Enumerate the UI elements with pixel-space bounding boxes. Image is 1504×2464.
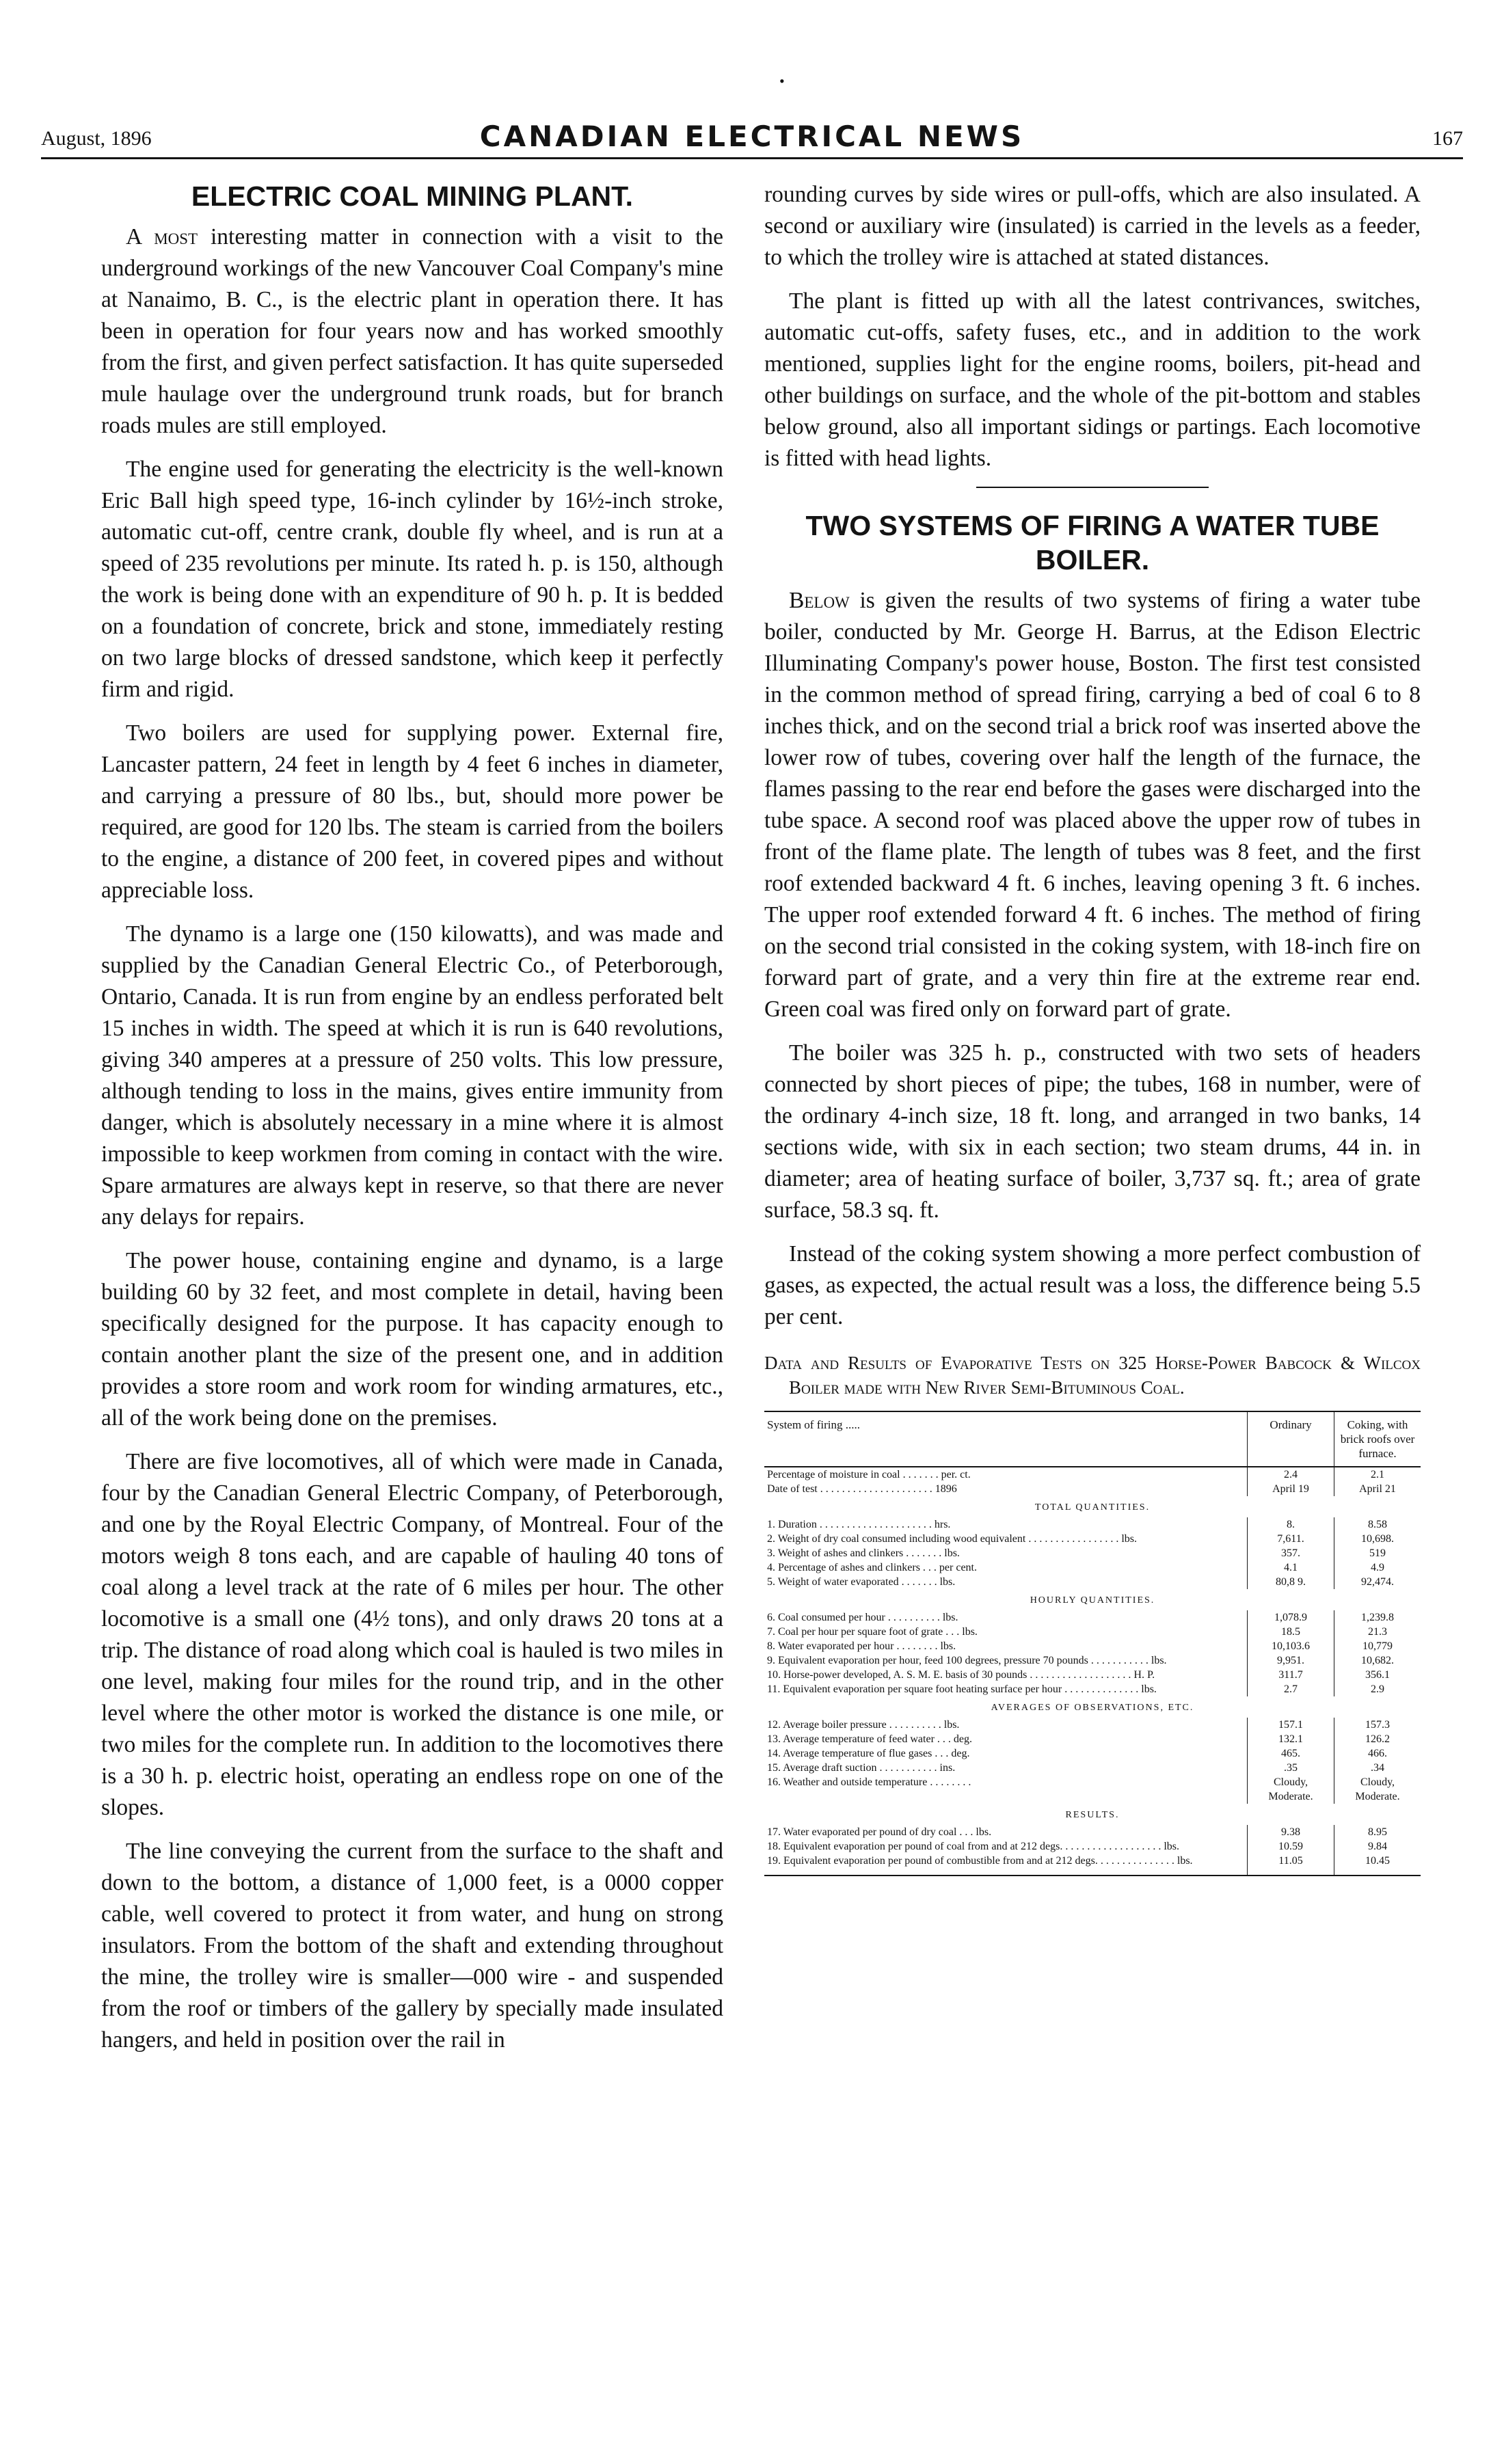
running-head	[41, 72, 1463, 159]
value-coking: 10,682.	[1334, 1653, 1421, 1668]
value-coking: April 21	[1334, 1482, 1421, 1496]
table-row	[764, 1532, 1421, 1546]
value-coking: 157.3	[1334, 1718, 1421, 1732]
value-coking: 92,474.	[1334, 1575, 1421, 1589]
row-label: 6. Coal consumed per hour . . . . . . . . . . lbs.	[767, 1612, 958, 1623]
article1-paragraph: There are five locomotives, all of which were made in Canada, four by the Canadian General Electric Company, of Peterborough, and one by the Royal Electric Company, of Montreal. Four of the motors weigh 8 tons each, and are capable of hauling 40 tons of coal along a level track at the rate of 6 miles per hour. The other locomotive is a small one (4½ tons), and only draws 20 tons at a trip. The distance of road along which coal is hauled is two miles in one level, making four miles for the round trip, and in the other level where the other motor is worked the distance is one mile, or two miles for the complete run. In addition to the locomotives there is a 30 h. p. electric hoist, operating an endless rope on one of the slopes.	[101, 1449, 723, 1820]
row-label: 1. Duration . . . . . . . . . . . . . . . . . . . . . hrs.	[767, 1519, 951, 1530]
row-label: 19. Equivalent evaporation per pound of combustible from and at 212 degs. . . . . . . . . . . . . . . lbs.	[764, 1854, 1248, 1876]
table-row	[764, 1639, 1421, 1653]
section-heading: HOURLY QUANTITIES.	[1030, 1595, 1155, 1606]
value-ordinary: 2.7	[1248, 1682, 1334, 1696]
value-ordinary: 2.4	[1248, 1467, 1334, 1482]
table-row	[764, 1839, 1421, 1854]
row-label: 13. Average temperature of feed water . . . deg.	[767, 1733, 973, 1745]
article1-headline: ELECTRIC COAL MINING PLANT.	[191, 180, 634, 212]
left-column	[101, 179, 723, 2068]
lead-caps: Below	[789, 588, 850, 613]
table-row	[764, 1718, 1421, 1732]
row-label: 12. Average boiler pressure . . . . . . . . . . lbs.	[767, 1719, 960, 1731]
value-coking: 4.9	[1334, 1560, 1421, 1575]
table-row	[764, 1625, 1421, 1639]
table-header-row	[764, 1411, 1421, 1467]
article2-paragraph: Below is given the results of two systems of firing a water tube boiler, conducted by Mr. George H. Barrus, at the Edison Electric Illuminating Company's power house, Boston. The first test consisted in the common method of spread firing, carrying a bed of coal 6 to 8 inches thick, and on the second trial a brick roof was inserted above the lower row of tubes, covering over half the length of the furnace, the flames passing to the rear end before the gases were discharged into the tube space. A second roof was placed above the upper row of tubes in front of the flame plate. The length of tubes was 8 feet, and the first roof extended backward 4 ft. 6 inches, leaving opening 3 ft. 6 inches. The upper roof extended forward 4 ft. 6 inches. The method of firing on the second trial consisted in the coking system, with 18-inch fire on forward part of grate, and a very thin fire at the extreme rear end. Green coal was fired only on forward part of grate.	[764, 588, 1421, 1022]
row-label: 7. Coal per hour per square foot of grate . . . lbs.	[767, 1626, 978, 1638]
row-label: 15. Average draft suction . . . . . . . . . . . ins.	[767, 1762, 956, 1774]
table-section-row	[764, 1589, 1421, 1610]
section-heading: AVERAGES OF OBSERVATIONS, ETC.	[991, 1703, 1194, 1713]
value-coking: 8.58	[1334, 1517, 1421, 1532]
table-row	[764, 1575, 1421, 1589]
value-ordinary: 10,103.6	[1248, 1639, 1334, 1653]
value-ordinary: 11.05	[1248, 1854, 1334, 1876]
row-label: 14. Average temperature of flue gases . . . deg.	[767, 1748, 970, 1759]
table-section-row	[764, 1804, 1421, 1825]
table-row	[764, 1482, 1421, 1496]
value-ordinary: 7,611.	[1248, 1532, 1334, 1546]
table-section-row	[764, 1696, 1421, 1718]
value-ordinary: Cloudy, Moderate.	[1248, 1775, 1334, 1804]
row-label: Date of test . . . . . . . . . . . . . . . . . . . . . 1896	[767, 1483, 957, 1495]
value-ordinary: 132.1	[1248, 1732, 1334, 1746]
value-coking: 126.2	[1334, 1732, 1421, 1746]
table-row	[764, 1682, 1421, 1696]
value-ordinary: .35	[1248, 1761, 1334, 1775]
table-row	[764, 1517, 1421, 1532]
row-label: 4. Percentage of ashes and clinkers . . . per cent.	[767, 1562, 977, 1573]
page-number: 167	[1432, 127, 1463, 150]
table-row	[764, 1610, 1421, 1625]
row-label: 10. Horse-power developed, A. S. M. E. basis of 30 pounds . . . . . . . . . . . . . . . . . . . H. P.	[767, 1669, 1155, 1681]
section-heading: RESULTS.	[1065, 1810, 1120, 1820]
value-ordinary: 18.5	[1248, 1625, 1334, 1639]
row-label: Percentage of moisture in coal . . . . . . . per. ct.	[767, 1469, 971, 1480]
value-coking: 10,698.	[1334, 1532, 1421, 1546]
header-col-ordinary: Ordinary	[1248, 1411, 1334, 1467]
article1-continuation: The plant is fitted up with all the latest contrivances, switches, automatic cut-offs, safety fuses, etc., and in addition to the work mentioned, supplies light for the engine rooms, boilers, pit-head and other buildings on surface, and the whole of the pit-bottom and stables below ground, also all important sidings or partings. Each locomotive is fitted with head lights.	[764, 288, 1421, 471]
table-row	[764, 1653, 1421, 1668]
value-ordinary: 311.7	[1248, 1668, 1334, 1682]
article1-paragraph: The engine used for generating the electricity is the well-known Eric Ball high speed type, 16-inch cylinder by 16½-inch stroke, automatic cut-off, centre crank, double fly wheel, and is run at a speed of 235 revolutions per minute. Its rated h. p. is 150, although the work is being done with an expenditure of 90 h. p. It is bedded on a foundation of concrete, brick and stone, immediately resting on two large blocks of dressed sandstone, which keep it perfectly firm and rigid.	[101, 457, 723, 702]
value-ordinary: 8.	[1248, 1517, 1334, 1532]
table-row	[764, 1732, 1421, 1746]
issue-date: August, 1896	[41, 127, 152, 150]
article2-paragraph: The boiler was 325 h. p., constructed with two sets of headers connected by short pieces of pipe; the tubes, 168 in number, were of the ordinary 4-inch size, 18 ft. long, and arranged in two banks, 14 sections wide, with six in each section; two steam drums, 44 in. in diameter; area of heating surface of boiler, 3,737 sq. ft.; area of grate surface, 58.3 sq. ft.	[764, 1040, 1421, 1223]
value-coking: 2.9	[1334, 1682, 1421, 1696]
table-row	[764, 1668, 1421, 1682]
header-label: System of firing .....	[764, 1411, 1248, 1467]
value-coking: 1,239.8	[1334, 1610, 1421, 1625]
article1-continuation: rounding curves by side wires or pull-offs, which are also insulated. A second or auxiliary wire (insulated) is carried in the levels as a feeder, to which the trolley wire is attached at stated distances.	[764, 182, 1421, 270]
table-row	[764, 1775, 1421, 1804]
lead-caps: A most	[126, 224, 198, 249]
value-ordinary: 157.1	[1248, 1718, 1334, 1732]
row-label: 5. Weight of water evaporated . . . . . . . lbs.	[767, 1576, 956, 1588]
table-row	[764, 1560, 1421, 1575]
table-row	[764, 1761, 1421, 1775]
value-ordinary: 4.1	[1248, 1560, 1334, 1575]
article1-paragraph: The line conveying the current from the surface to the shaft and down to the bottom, a distance of 1,000 feet, is a 0000 copper cable, well covered to protect it from water, and hung on strong insulators. From the bottom of the shaft and extending throughout the mine, the trolley wire is smaller—000 wire - and suspended from the roof or timbers of the gallery by specially made insulated hangers, and held in position over the rail in	[101, 1839, 723, 2053]
publication-title: CANADIAN ELECTRICAL NEWS	[479, 120, 1025, 153]
value-coking: 10.45	[1334, 1854, 1421, 1876]
value-coking: 8.95	[1334, 1825, 1421, 1839]
value-ordinary: 9.38	[1248, 1825, 1334, 1839]
row-label: 18. Equivalent evaporation per pound of coal from and at 212 degs. . . . . . . . . . . . . . . . . . . lbs.	[767, 1841, 1179, 1852]
row-label: 8. Water evaporated per hour . . . . . . . . lbs.	[767, 1640, 956, 1652]
row-label: 17. Water evaporated per pound of dry coal . . . lbs.	[767, 1826, 992, 1838]
header-col-coking: Coking, with brick roofs over furnace.	[1334, 1411, 1421, 1467]
article1-paragraph: Two boilers are used for supplying power. External fire, Lancaster pattern, 24 feet in length by 4 feet 6 inches in diameter, and carrying a pressure of 80 lbs., but, should more power be required, are good for 120 lbs. The steam is carried from the boilers to the engine, a distance of 200 feet, in covered pipes and without appreciable loss.	[101, 720, 723, 903]
value-coking: 466.	[1334, 1746, 1421, 1761]
section-divider	[976, 487, 1209, 488]
row-label: 16. Weather and outside temperature . . . . . . . .	[767, 1776, 971, 1788]
table-row	[764, 1746, 1421, 1761]
table-row	[764, 1825, 1421, 1839]
table-row	[764, 1467, 1421, 1482]
value-coking: 519	[1334, 1546, 1421, 1560]
article1-paragraph: The dynamo is a large one (150 kilowatts), and was made and supplied by the Canadian General Electric Co., of Peterborough, Ontario, Canada. It is run from engine by an endless perforated belt 15 inches in width. The speed at which it is run is 640 revolutions, giving 340 amperes at a pressure of 250 volts. This low pressure, although tending to loss in the mains, gives entire immunity from danger, which is absolutely necessary in a mine where it is almost impossible to keep workmen from coming in contact with the wire. Spare armatures are always kept in reserve, so that there are never any delays for repairs.	[101, 921, 723, 1230]
row-label: 11. Equivalent evaporation per square foot heating surface per hour . . . . . . . . . . . . . . lbs.	[767, 1683, 1157, 1695]
article1-paragraph: The power house, containing engine and dynamo, is a large building 60 by 32 feet, and most complete in detail, having been specifically designed for the purpose. It has capacity enough to contain another plant the size of the present one, and in addition provides a store room and work room for winding armatures, etc., all of the work being done on the premises.	[101, 1248, 723, 1431]
article2-paragraph: Instead of the coking system showing a more perfect combustion of gases, as expected, the actual result was a loss, the difference being 5.5 per cent.	[764, 1241, 1421, 1329]
value-ordinary: 9,951.	[1248, 1653, 1334, 1668]
value-ordinary: 10.59	[1248, 1839, 1334, 1854]
section-heading: TOTAL QUANTITIES.	[1034, 1502, 1151, 1513]
printer-mark: •	[779, 72, 785, 90]
value-coking: 10,779	[1334, 1639, 1421, 1653]
row-label: 2. Weight of dry coal consumed including wood equivalent . . . . . . . . . . . . . . . . . lbs.	[767, 1533, 1138, 1545]
table-row	[764, 1854, 1421, 1876]
value-coking: 9.84	[1334, 1839, 1421, 1854]
row-label: 3. Weight of ashes and clinkers . . . . . . . lbs.	[767, 1547, 960, 1559]
value-coking: .34	[1334, 1761, 1421, 1775]
table-row	[764, 1546, 1421, 1560]
value-ordinary: 465.	[1248, 1746, 1334, 1761]
article1-paragraph: A most interesting matter in connection with a visit to the underground workings of the new Vancouver Coal Company's mine at Nanaimo, B. C., is the electric plant in operation there. It has been in operation for four years now and has worked smoothly from the first, and given perfect satisfaction. It has quite superseded mule haulage over the underground trunk roads, but for branch roads mules are still employed.	[101, 224, 723, 438]
value-coking: 21.3	[1334, 1625, 1421, 1639]
value-coking: 2.1	[1334, 1467, 1421, 1482]
row-label: 9. Equivalent evaporation per hour, feed 100 degrees, pressure 70 pounds . . . . . . . . . . . lbs.	[767, 1655, 1167, 1666]
evaporative-tests-table	[764, 1411, 1421, 1876]
article2-headline: TWO SYSTEMS OF FIRING A WATER TUBE BOILER.	[805, 510, 1380, 576]
value-coking: 356.1	[1334, 1668, 1421, 1682]
table-caption: Data and Results of Evaporative Tests on 325 Horse-Power Babcock & Wilcox Boiler made with New River Semi-Bituminous Coal.	[764, 1353, 1421, 1398]
value-ordinary: 357.	[1248, 1546, 1334, 1560]
right-column	[764, 179, 1421, 1876]
table-section-row	[764, 1496, 1421, 1517]
value-ordinary: 1,078.9	[1248, 1610, 1334, 1625]
value-coking: Cloudy, Moderate.	[1334, 1775, 1421, 1804]
value-ordinary: April 19	[1248, 1482, 1334, 1496]
value-ordinary: 80,8 9.	[1248, 1575, 1334, 1589]
